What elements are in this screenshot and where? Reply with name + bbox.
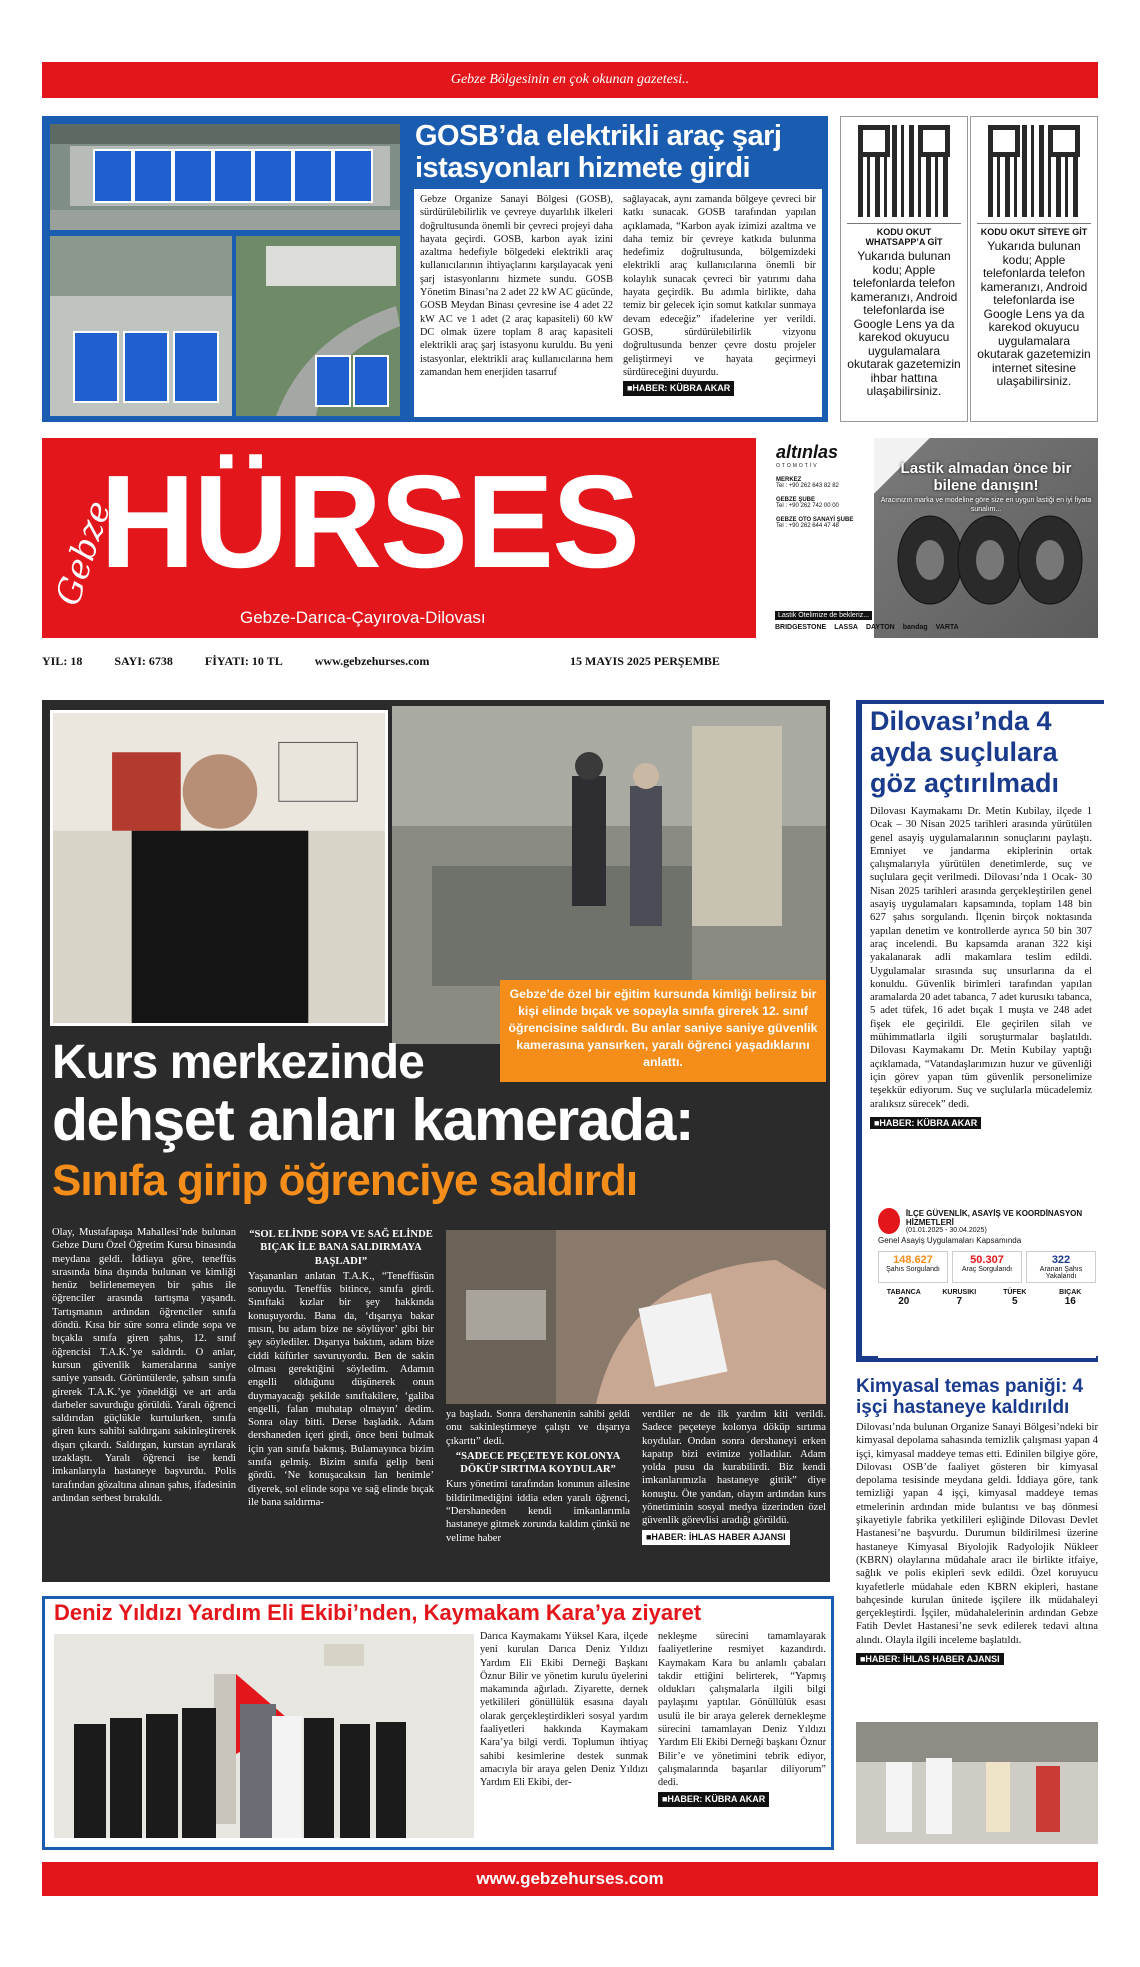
stat-value-2: 322 bbox=[1051, 1254, 1071, 1266]
deniz-body bbox=[480, 1630, 826, 1844]
item-value-2: 5 bbox=[1011, 1296, 1018, 1307]
ad-branches bbox=[772, 438, 874, 638]
ad-brand-4: VARTA bbox=[935, 624, 959, 631]
injury-photo bbox=[446, 1230, 826, 1404]
issue-number: SAYI: 6738 bbox=[114, 654, 173, 668]
slogan-text: Gebze Bölgesinin en çok okunan gazetesi.. bbox=[450, 72, 690, 87]
kbrn-team-photo bbox=[856, 1722, 1098, 1844]
student-photo bbox=[50, 710, 388, 1026]
police-emblem-icon bbox=[878, 1208, 900, 1234]
gosb-body bbox=[414, 189, 822, 417]
headline-line-2: dehşet anları kamerada: bbox=[52, 1087, 694, 1153]
main-subheading-1: “SOL ELİNDE SOPA VE SAĞ ELİNDE BIÇAK İLE BANA SALDIRMAYA BAŞLADI” bbox=[249, 1229, 433, 1267]
story-summary: Gebze’de özel bir eğitim kursunda kimliği belirsiz bir kişi elinde bıçak ve sopayla sınıfa girerek 12. sınıf öğrencisine saldırdı. Bu anlar saniye saniye güvenlik kamerasına yansırken, yaralı öğrenci yaşadıklarını anlattı. bbox=[508, 987, 818, 1069]
deniz-col1: Darıca Kaymakamı Yüksel Kara, ilçede yeni kurulan Darıca Deniz Yıldızı Yardım Eli Ekibi Derneği Başkanı Öznur Bilir ve yönetim kurulu üyelerini makamında ağırladı. Ziyarette, dernek yetkilileri gönüllülük esasına dayalı olarak gerçekleştirdikleri sosyal yardım faaliyetleri hakkında Kaymakam Kara’ya bilgi verdi. Toplumun ihtiyaç sahibi kesimlerine destek sunmak amacıyla bir araya gelen Deniz Yıldızı Yardım Eli Ekibi, der- bbox=[480, 1631, 648, 1789]
ad-branch-0-tel: Tel : +90 262 643 82 82 bbox=[776, 483, 839, 489]
ad-branch-2-name: GEBZE OTO SANAYİ ŞUBE bbox=[776, 517, 854, 523]
main-col2-text: Yaşananları anlatan T.A.K., “Teneffüsün sonuydu. Teneffüs bitince, sınıfa girdi. Sınıftaki kızlar bir şey hakkında konuşuyordu. Bana da, ‘dışarıya bakar mısın, bu adam bize ne söylüyor’ gibi bir şey söylediler. Dışarıya baktım, adam bize ciddi küfürler savuruyordu. Ben de sakin olması gerektiğini söyledim. Adamın engelli olduğunu düşünerek onun duymayacağı şekilde sınıftakilere, ‘galiba engelli, falan muhatap olmayın’ dedim. Sonra olay bitti. Derse başladık. Adam dershaneden içeri girdi, önce beni bulmak için yan sınıfa bakmış. Bulamayınca bizim sınıfa gelmiş. Bizim sınıfa gelip beni gördü. ‘Ne konuşacaksın lan benimle’ diyerek, sol elinde sopa ve sağ elinde bıçak ile bana saldırma- bbox=[248, 1270, 434, 1508]
ad-sub: Aracınızın marka ve modeline göre size en uygun lastiği en iyi fiyata sunalım... bbox=[880, 497, 1092, 513]
item-label-0: TABANCA bbox=[886, 1289, 921, 1296]
main-col3-text: ya başladı. Sonra dershanenin sahibi geldi onu sakinleştirmeye çalıştı ve dışarıya çıkarttı” dedi. bbox=[446, 1409, 630, 1447]
infographic-range: (01.01.2025 - 30.04.2025) bbox=[905, 1226, 987, 1234]
security-infographic bbox=[878, 1208, 1096, 1358]
main-col3b-text: Kurs yönetimi tarafından konunun ailesine bildirilmediğini iddia eden yaralı öğrenci, “Dershaneden kendi imkanlarımla hastaneye gitmek zorunda kaldım çünkü ne velime haber bbox=[446, 1479, 630, 1544]
item-label-1: KURUSIKI bbox=[942, 1289, 977, 1296]
deniz-col2 bbox=[658, 1630, 826, 1844]
issue-year: YIL: 18 bbox=[42, 654, 83, 668]
ad-branch-1-tel: Tel : +90 262 742 00 00 bbox=[776, 503, 839, 509]
ad-branch-2-tel: Tel : +90 262 644 47 48 bbox=[776, 523, 839, 529]
ad-branch-1-name: GEBZE ŞUBE bbox=[776, 497, 816, 503]
dilovasi-body: Dilovası Kaymakamı Dr. Metin Kubilay, ilçede 1 Ocak – 30 Nisan 2025 tarihleri arasında yürütülen genel asayiş uygulamalarının sonuçlarını paylaştı. Emniyet ve jandarma ekiplerinin ortak çalışmalarıyla yürütülen denetimlerde, suç ve suçlulara geçit verilmedi. Dilovası’nda 1 Ocak- 30 Nisan 2025 tarihleri arasında gerçekleştirilen genel asayiş uygulamaları kapsamında, toplam 148 bin 627 şahıs sorgulandı. İlçenin birçok noktasında yapılan denetim ve kontrollerde ayrıca 50 bin 307 araç incelendi. Bu kapsamda aranan 322 kişi yakalanarak adli makamlara teslim edildi. Uygulamalar sırasında suç unsurlarına da el konuldu. Güvenlik birimleri tarafından yapılan aramalarda 20 adet tabanca, 7 adet kurusıkı tabanca, 5 adet tüfek, 16 adet bıçak 1 muşta ve 248 adet fişek ele geçirildi. Ele geçirilen silah ve mühimmatlarla ilgili soruşturmalar başlatıldı. Dilovası Kaymakamı Dr. Metin Kubilay yaptığı açıklamada, “Vatandaşlarımızın huzur ve güvenliği için görev yapan tüm güvenlik personelimize teşekkür ediyorum. Suç ve suçlularla mücadelemiz aralıksız sürecek” dedi. bbox=[870, 806, 1092, 1110]
ad-brand-sub: OTOMOTİV bbox=[776, 463, 819, 469]
gosb-credit: ■HABER: KÜBRA AKAR bbox=[623, 381, 734, 396]
main-subheading-2: “SADECE PEÇETEYE KOLONYA DÖKÜP SIRTIMA KOYDULAR” bbox=[455, 1450, 621, 1476]
stat-label-1: Araç Sorgulandı bbox=[961, 1266, 1013, 1273]
ev-charging-lot-photo bbox=[50, 236, 232, 416]
item-label-3: BIÇAK bbox=[1059, 1289, 1082, 1296]
gosb-headline: GOSB’da elektrikli araç şarj istasyonları hizmete girdi bbox=[415, 120, 782, 184]
ad-tagline: Lastik Ötelimize de bekleriz... bbox=[775, 611, 872, 620]
stat-value-1: 50.307 bbox=[970, 1254, 1004, 1266]
headline-line-3: Sınıfa girip öğrenciye saldırdı bbox=[52, 1156, 638, 1205]
logo-gebze: Gebze bbox=[48, 496, 120, 611]
ad-brand-1: LASSA bbox=[834, 624, 858, 631]
story-summary-box bbox=[500, 980, 826, 1082]
item-value-3: 16 bbox=[1064, 1296, 1076, 1307]
stat-value-0: 148.627 bbox=[893, 1254, 933, 1266]
qr-code-site[interactable] bbox=[988, 125, 1080, 217]
ad-headline bbox=[880, 460, 1092, 514]
ev-charging-aerial-photo bbox=[50, 124, 400, 230]
ad-brand-3: bandag bbox=[902, 624, 928, 631]
kimyasal-headline: Kimyasal temas paniği: 4 işçi hastaneye kaldırıldı bbox=[856, 1376, 1084, 1418]
stat-label-0: Şahıs Sorgulandı bbox=[886, 1266, 940, 1273]
issue-website[interactable]: www.gebzehurses.com bbox=[314, 654, 430, 668]
item-value-0: 20 bbox=[898, 1296, 910, 1307]
main-col4 bbox=[642, 1408, 826, 1578]
ad-brand-0: BRIDGESTONE bbox=[775, 624, 827, 631]
issue-price: FİYATI: 10 TL bbox=[204, 654, 283, 668]
deniz-credit: ■HABER: KÜBRA AKAR bbox=[658, 1792, 769, 1807]
item-label-2: TÜFEK bbox=[1003, 1289, 1027, 1296]
headline-line-1: Kurs merkezinde bbox=[52, 1036, 424, 1089]
main-col3 bbox=[446, 1408, 630, 1578]
main-col4-text: verdiler ne de ilk yardım kiti verildi. Sadece peçeteye kolonya döküp sırtıma koydular. Ondan sonra dershaneyi erken kapatıp bizi evimize yolladılar. Adam yolda pusu da kurabilirdi. Biz kendi imkanlarımızla hastaneye gittik” diye konuştu. Öte yandan, olayın ardından kurs yönetiminin sosyal medya üzerinden özel güvenlik görevlisi aradığı görüldü. bbox=[642, 1409, 826, 1527]
kimyasal-article bbox=[856, 1421, 1098, 1717]
slogan-banner bbox=[42, 62, 1098, 98]
ad-headline-text: Lastik almadan önce bir bilene danışın! bbox=[900, 460, 1072, 494]
logo-subtitle: Gebze-Darıca-Çayırova-Dilovası bbox=[240, 608, 486, 627]
qr-code-whatsapp[interactable] bbox=[858, 125, 950, 217]
ad-brand-logo: altınlas bbox=[776, 442, 839, 462]
qr-site-text: Yukarıda bulunan kodu; Apple telefonlarda telefon kameranızı, Android telefonlarda ise Google Lens ya da karekod okuyucu uygulamalara okutarak gazetemizin internet sitesine ulaşabilirsiniz. bbox=[977, 239, 1091, 388]
stat-label-2: Aranan Şahıs Yakalandı bbox=[1039, 1266, 1083, 1280]
dilovasi-credit: ■HABER: KÜBRA AKAR bbox=[870, 1117, 981, 1129]
issue-date: 15 MAYIS 2025 PERŞEMBE bbox=[570, 654, 720, 668]
dilovasi-headline: Dilovası’nda 4 ayda suçlulara göz açtırılmadı bbox=[870, 706, 1060, 798]
main-col1: Olay, Mustafapaşa Mahallesi’nde bulunan Gebze Duru Özel Öğretim Kursu binasında meydana geldi. İddiaya göre, teneffüs sırasında bina dışında bulunan ve kimliği henüz belirlenemeyen bir şahıs ile öğrenciler arasında tartışma yaşandı. Tartışmanın ardından öğrenciler sınıfa döndü. Kısa bir süre sonra elinde sopa ve bıçakla sınıfa giren şahıs, 12. sınıf öğrencisi T.A.K.’ye saldırdı. O anlar, kursun güvenlik kameralarına saniye saniye yansıdı. Görüntülerde, şahsın sınıfa girerek T.A.K.’ye yöneldiği ve art arda darbeler savurduğu görüldü. Yaralı öğrenci saldırıdan güçlükle kurtulurken, sınıfa giren kurs sahibi saldırganı sakinleştirerek dışarı çıkardı. Saldırgan, kurstan ayrılarak uzaklaştı. Yaralı öğrenci ise kendi imkanlarıyla hastaneye başvurdu. Polis tarafından gözaltına alınan şahıs, ifadesinin ardından serbest bırakıldı. bbox=[52, 1227, 236, 1504]
deniz-col2-text: nekleşme sürecini tamamlayarak faaliyetlerine resmiyet kazandırdı. Kaymakam Kara bu anlamlı çabaları takdir ettiğini belirterek, “Yapmış oldukları çalışmalarla ilgili bilgi paylaşımı yaptılar. Gönüllülük esası usulü ile bir araya gelerek dernekleşme sürecini tamamlayan Deniz Yıldızı Yardım Eli Ekibi Derneği başkanı Öznur Bilir’e ve yönetimini tebrik ediyor, çalışmalarında başarılar diliyorum” dedi. bbox=[658, 1631, 826, 1789]
qr-whatsapp-title: KODU OKUT WHATSAPP’A GİT bbox=[847, 223, 961, 247]
gosb-col2-text: sağlayacak, aynı zamanda bölgeye çevreci bir katkı sunacak. GOSB tarafından yapılan açıklamada, “Karbon ayak izimizi azaltma ve daha temiz bir çevreye katkıda bulunma hedefimiz doğrultusunda, bölgemizdeki elektrikli araç kullanıcılarına önemli bir kolaylık sunacak çevreci bir yatırımı daha hayata geçirdik. Bu adımla birlikte, daha temiz bir gelecek için somut katkılar sunmaya devam edeceğiz” ifadelerine yer verildi. GOSB, sürdürülebilirlik vizyonu doğrultusunda benzer çevre dostu projeler geliştirmeyi ve hayata geçirmeyi sürdüreceğini duyurdu. bbox=[623, 194, 816, 378]
ad-branch-0-name: MERKEZ bbox=[776, 477, 802, 483]
main-credit: ■HABER: İHLAS HABER AJANSI bbox=[642, 1530, 790, 1545]
kimyasal-body: Dilovası’nda bulunan Organize Sanayi Bölgesi’ndeki bir kimyasal depolama sahasında temizlik çalışması yapan 4 işçi, kimyasal maddeye temas etti. Edinilen bilgiye göre, Dilovası OSB’de faaliyet gösteren bir kimyasal depolama tesisinde meydana geldi. İddiaya göre, tank temizliği yapan 4 işçi, kimyasal maddeye temas etmelerinin ardından mide bulantısı ve baş dönmesi şikayetiyle fabrika yetkilileri eşliğinde Dilovası Devlet Hastanesi’ne başvurdu. Durumun bildirilmesi üzerine hastaneye Kimyasal Biyolojik Radyolojik Nükleer (KBRN) olaylarına müdahale aracı ile birlikte itfaiye, sağlık ve polis ekipleri sevk edildi. Özel koruyucu kıyafetlerle müdahale eden KBRN ekipleri, hastane bahçesinde kurulan ünitede işçilere ilk müdahaleyi gerçekleştirdi. İşçiler, müdahalelerinin ardından Gebze Fatih Devlet Hastanesi’ne sevk edilerek tedavi altına alındı. Olayla ilgili inceleme başlatıldı. bbox=[856, 1422, 1098, 1646]
tires-illustration bbox=[880, 500, 1096, 606]
infographic-subtitle: Genel Asayiş Uygulamaları Kapsamında bbox=[878, 1236, 1022, 1245]
deniz-headline: Deniz Yıldızı Yardım Eli Ekibi’nden, Kaymakam Kara’ya ziyaret bbox=[54, 1600, 702, 1625]
ad-brand-list bbox=[775, 624, 1098, 631]
ev-charging-road-photo bbox=[236, 236, 400, 416]
infographic-title: İLÇE GÜVENLİK, ASAYİŞ VE KOORDİNASYON HİZMETLERİ bbox=[905, 1208, 1083, 1227]
ad-brand-2: DAYTON bbox=[865, 624, 895, 631]
item-value-1: 7 bbox=[956, 1296, 963, 1307]
kimyasal-credit: ■HABER: İHLAS HABER AJANSI bbox=[856, 1653, 1004, 1665]
group-visit-photo bbox=[54, 1634, 474, 1838]
qr-site-title: KODU OKUT SİTEYE GİT bbox=[977, 223, 1091, 237]
main-col2 bbox=[248, 1226, 434, 1576]
qr-site-box bbox=[970, 116, 1098, 422]
footer-bar bbox=[42, 1862, 1098, 1896]
qr-whatsapp-text: Yukarıda bulunan kodu; Apple telefonlarda telefon kameranızı, Android telefonlarda ise Google Lens ya da karekod okuyucu uygulamalara okutarak gazetemizin ihbar hattına ulaşabilirsiniz. bbox=[847, 249, 961, 398]
footer-website[interactable]: www.gebzehurses.com bbox=[476, 1869, 664, 1888]
gosb-col2 bbox=[623, 193, 816, 413]
logo-hurses: HÜRSES bbox=[100, 448, 639, 595]
gosb-col1: Gebze Organize Sanayi Bölgesi (GOSB), sürdürülebilirlik ve çevreye duyarlılık ilkeleri doğrultusunda önemli bir çevreci projeyi daha hayata geçirdi. GOSB, karbon ayak izini azaltma hedefiyle bölgedeki elektrikli araç kullanıcılarının ihtiyaçlarını karşılayacak yeni şarj istasyonlarını hizmete sundu. GOSB Yönetim Binası’na 2 adet 22 kW AC gücünde, GOSB Meydan Binası çevresine ise 4 adet 22 kW AC ve 1 adet (2 araç kapasiteli) 60 kW DC olmak üzere toplam 8 araç kapasiteli elektrikli araç şarj istasyonu kuruldu. Bu yeni istasyonlar, elektrikli araç kullanıcılarına hem zamandan hem enerjiden tasarruf bbox=[420, 194, 613, 378]
qr-whatsapp-box bbox=[840, 116, 968, 422]
